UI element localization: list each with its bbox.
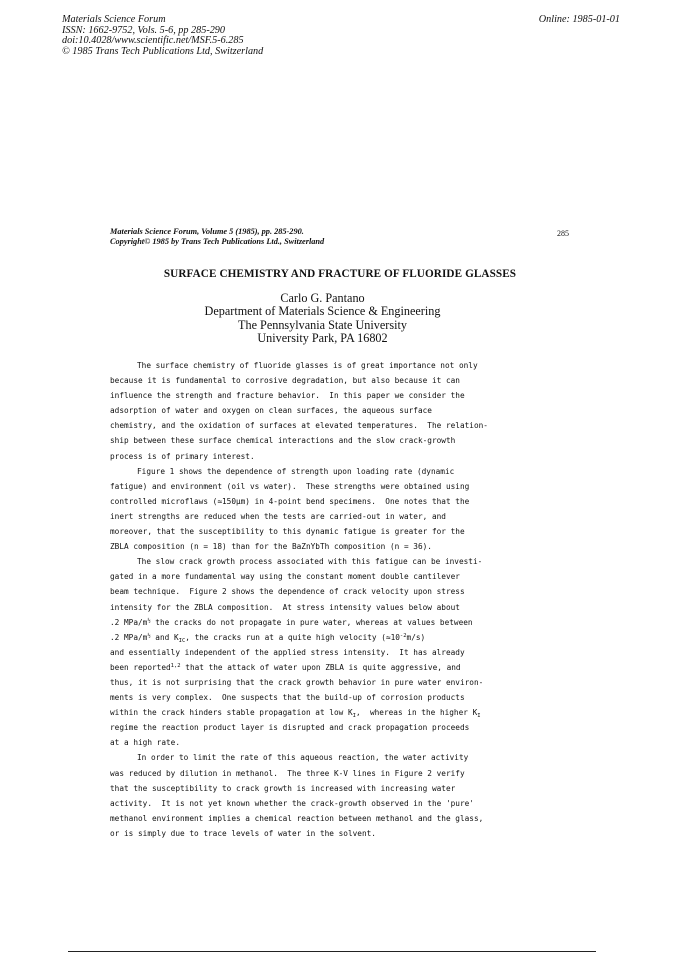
author-name: Carlo G. Pantano (280, 291, 365, 305)
author-department: Department of Materials Science & Engineering (204, 304, 441, 319)
body-text (110, 358, 550, 841)
citation-block (110, 227, 410, 247)
body-line: intensity for the ZBLA composition. At stress intensity values below about (110, 602, 460, 612)
author-university: The Pennsylvania State University (238, 317, 407, 332)
body-line: .2 MPa/$m^{\frac{1}{2}}$ the cracks do not propagate in pure water, whereas at values between (110, 617, 473, 627)
body-line: within the crack hinders stable propagation at low $K_I$, whereas in the higher $K_I$ (110, 708, 481, 720)
journal-doi: doi:10.4028/www.scientific.net/MSF.5-6.285 (62, 35, 244, 47)
body-line: and essentially independent of the applied stress intensity. It has already (110, 647, 465, 657)
body-line: Figure 1 shows the dependence of strength upon loading rate (dynamic (137, 466, 455, 476)
body-line: In order to limit the rate of this aqueous reaction, the water activity (137, 753, 469, 763)
body-line: inert strengths are reduced when the tests are carried-out in water, and (110, 511, 446, 521)
body-line: moreover, that the susceptibility to this dynamic fatigue is greater for the (110, 527, 465, 537)
body-line: .2 MPa/$m^{\frac{1}{2}}$ and $K_{IC}$, the cracks run at a quite high velocity $(\approx 10^{-2}m/s)$ (110, 632, 426, 644)
body-line: controlled microflaws (≈150μm) in 4-point bend specimens. One notes that the (110, 496, 470, 506)
body-line: methanol environment implies a chemical reaction between methanol and the glass, (110, 813, 484, 823)
body-line: was reduced by dilution in methanol. The three K-V lines in Figure 2 verify (110, 768, 465, 778)
body-line: influence the strength and fracture behavior. In this paper we consider the (110, 391, 465, 401)
body-line: thus, it is not surprising that the crack growth behavior in pure water environ- (110, 677, 484, 687)
citation-volume: Materials Science Forum, Volume 5 (1985), pp. 285-290. (110, 227, 304, 236)
author-block (110, 292, 535, 346)
body-line: ZBLA composition (n = 18) than for the BaZnYbTh composition (n = 36). (110, 542, 432, 552)
body-line: or is simply due to trace levels of water in the solvent. (110, 828, 376, 838)
page-number: 285 (557, 229, 569, 238)
paper-title: SURFACE CHEMISTRY AND FRACTURE OF FLUORIDE GLASSES (163, 268, 517, 280)
body-line: beam technique. Figure 2 shows the dependence of crack velocity upon stress (110, 587, 465, 597)
body-line: ship between these surface chemical interactions and the slow crack-growth (110, 436, 456, 446)
body-line: chemistry, and the oxidation of surfaces at elevated temperatures. The relation- (110, 421, 488, 431)
body-line: regime the reaction product layer is disrupted and crack propagation proceeds (110, 723, 470, 733)
body-line: ments is very complex. One suspects that the build-up of corrosion products (110, 693, 465, 703)
online-date: Online: 1985-01-01 (538, 14, 620, 25)
body-line: The slow crack growth process associated with this fatigue can be investi- (137, 557, 483, 567)
journal-issn: ISSN: 1662-9752, Vols. 5-6, pp 285-290 (62, 24, 225, 36)
author-location: University Park, PA 16802 (257, 331, 388, 346)
body-line: The surface chemistry of fluoride glasses is of great importance not only (137, 361, 478, 370)
journal-name: Materials Science Forum (62, 14, 166, 25)
body-line: fatigue) and environment (oil vs water). These strengths were obtained using (110, 481, 470, 491)
body-line: at a high rate. (110, 738, 180, 748)
body-line: gated in a more fundamental way using the constant moment double cantilever (110, 572, 460, 582)
body-line: been reported$^{1,2}$ that the attack of water upon ZBLA is quite aggressive, and (110, 662, 461, 672)
journal-copyright: © 1985 Trans Tech Publications Ltd, Switzerland (62, 45, 264, 57)
journal-header (62, 15, 382, 57)
footer-rule (68, 951, 596, 952)
body-line: activity. It is not yet known whether the crack-growth observed in the 'pure' (110, 798, 474, 808)
citation-copyright: Copyright© 1985 by Trans Tech Publications Ltd., Switzerland (110, 237, 325, 247)
body-line: because it is fundamental to corrosive degradation, but also because it can (110, 376, 460, 386)
body-line: process is of primary interest. (110, 451, 255, 461)
body-line: that the susceptibility to crack growth is increased with increasing water (110, 783, 456, 793)
body-line: adsorption of water and oxygen on clean surfaces, the aqueous surface (110, 406, 432, 416)
